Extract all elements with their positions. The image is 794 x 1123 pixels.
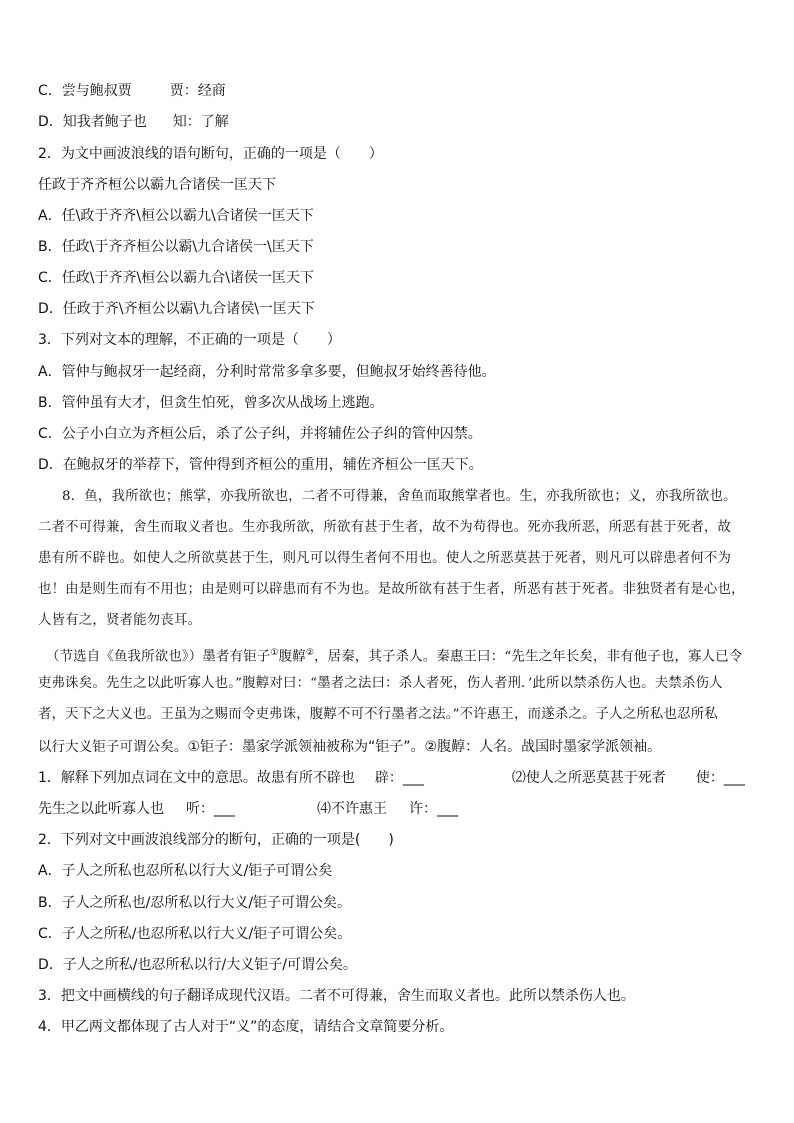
footnote-marker-2: ②	[305, 648, 315, 658]
question-2-stem: 2．为文中画波浪线的语句断句，正确的一项是（ ）	[38, 146, 383, 162]
p2-q1-stem: 1．解释下列加点词在文中的意思。故患有所不辟也	[38, 770, 355, 786]
option-d-text: D．知我者鲍子也	[38, 114, 147, 130]
p2-q2-option-d: D．子人之所私/也忍所私以行/大义钜子/可谓公矣。	[38, 957, 357, 973]
passage2-line-3	[38, 737, 661, 758]
p2-q1-d-blank[interactable]: 许：___	[409, 801, 458, 817]
p2-q1-line	[38, 768, 745, 788]
p2-q1-d-text: ⑷不许惠王	[317, 801, 387, 817]
p2-q1-b-blank[interactable]: 使：___	[695, 770, 745, 786]
footnote-text: ①钜子：墨家学派领袖被称为“钜子”。②腹䵍：人名。战国时墨家学派领袖。	[187, 739, 662, 755]
option-c-gloss: 贾：经商	[169, 83, 226, 99]
question-3-option-c: C．公子小白立为齐桓公后，杀了公子纠，并将辅佐公子纠的管仲囚禁。	[38, 426, 482, 442]
question-2-option-d: D．任政于齐\齐桓公以霸\九合诸侯\一匡天下	[38, 301, 315, 317]
source-name: 腹䵍	[278, 649, 306, 665]
passage-line-4: 也！由是则生而有不用也；由是则可以辟患而有不为也。是故所欲有甚于生者，所恶有甚于死者。非独贤者有是心也，	[38, 582, 745, 597]
passage-line-2: 二者不可得兼，舍生而取义者也。生亦我所欲，所欲有甚于生者，故不为苟得也。死亦我所恶，所恶有甚于死者，故	[38, 520, 732, 535]
question-2-option-a: A．任\政于齐齐\桓公以霸九\合诸侯一匡天下	[38, 208, 314, 224]
passage-line-3: 患有所不辟也。如使人之所欲莫甚于生，则凡可以得生者何不用也。使人之所恶莫甚于死者，则凡可以辟患者何不为	[38, 551, 732, 566]
question-3-stem: 3．下列对文本的理解，不正确的一项是（ ）	[38, 332, 341, 348]
p2-q1-a-blank[interactable]: 辟：___	[374, 770, 424, 786]
p2-q4: 4．甲乙两文都体现了古人对于“义”的态度，请结合文章简要分析。	[38, 1019, 454, 1035]
question-3-option-b: B．管仲虽有大才，但贪生怕死，曾多次从战场上逃跑。	[38, 395, 384, 411]
question-2-option-c: C．任政\于齐齐\桓公以霸九合\诸侯一匡天下	[38, 270, 314, 286]
passage-source-line	[46, 643, 742, 667]
p2-q1-c-blank[interactable]: 听：___	[186, 801, 235, 817]
passage-line-1: 8．鱼，我所欲也；熊掌，亦我所欲也，二者不可得兼，舍鱼而取熊掌者也。生，亦我所欲也；义，亦我所欲也。	[62, 489, 737, 504]
p2-q1-c-text: 先生之以此听寡人也	[38, 801, 164, 817]
passage2-line-1: 吏弗诛矣。先生之以此听寡人也。”腹䵍对曰：“墨者之法曰：杀人者死，伤人者刑．’此所以禁杀伤人也。夫禁杀伤人	[38, 676, 723, 691]
source-tail: ，居秦，其子杀人。秦惠王曰：“先生之年长矣，非有他子也，寡人已令	[314, 649, 743, 665]
p2-q2-option-b: B．子人之所私也/忍所私以行大义/钜子可谓公矣。	[38, 895, 352, 911]
question-2-sentence: 任政于齐齐桓公以霸九合诸侯一匡天下	[38, 177, 276, 193]
option-c-text: C．尝与鲍叔贾	[38, 83, 132, 99]
option-d-line	[38, 112, 229, 132]
source-prefix: （节选自《鱼我所欲也》）墨者有钜子	[46, 649, 271, 665]
p2-q1-b-text: ⑵使人之所恶莫甚于死者	[511, 770, 666, 786]
p2-q2-option-a: A．子人之所私也忍所私以行大义/钜子可谓公矣	[38, 863, 333, 879]
passage2-last-text: 以行大义钜子可谓公矣。	[38, 740, 188, 755]
option-c-line	[38, 81, 226, 101]
passage2-line-2: 者，天下之大义也。王虽为之赐而令吏弗诛，腹䵍不可不行墨者之法。”不许惠王，而遂杀之。子人之所私也忍所私	[38, 707, 718, 722]
p2-q3: 3．把文中画横线的句子翻译成现代汉语。二者不可得兼，舍生而取义者也。此所以禁杀伤人也。	[38, 988, 635, 1004]
option-d-gloss: 知：了解	[172, 114, 229, 130]
question-3-option-a: A．管仲与鲍叔牙一起经商，分利时常常多拿多要，但鲍叔牙始终善待他。	[38, 364, 496, 380]
passage-line-5: 人皆有之，贤者能勿丧耳。	[38, 613, 202, 628]
p2-q2-option-c: C．子人之所私/也忍所私以行大义/钜子可谓公矣。	[38, 926, 352, 942]
question-3-option-d: D．在鲍叔牙的举荐下，管仲得到齐桓公的重用，辅佐齐桓公一匡天下。	[38, 457, 483, 473]
p2-q2-stem: 2．下列对文中画波浪线部分的断句，正确的一项是( )	[38, 832, 394, 848]
p2-q1-line-2	[38, 799, 458, 819]
footnote-marker-1: ①	[270, 648, 279, 658]
question-2-option-b: B．任政\于齐齐桓公以霸\九合诸侯一\匡天下	[38, 239, 314, 255]
